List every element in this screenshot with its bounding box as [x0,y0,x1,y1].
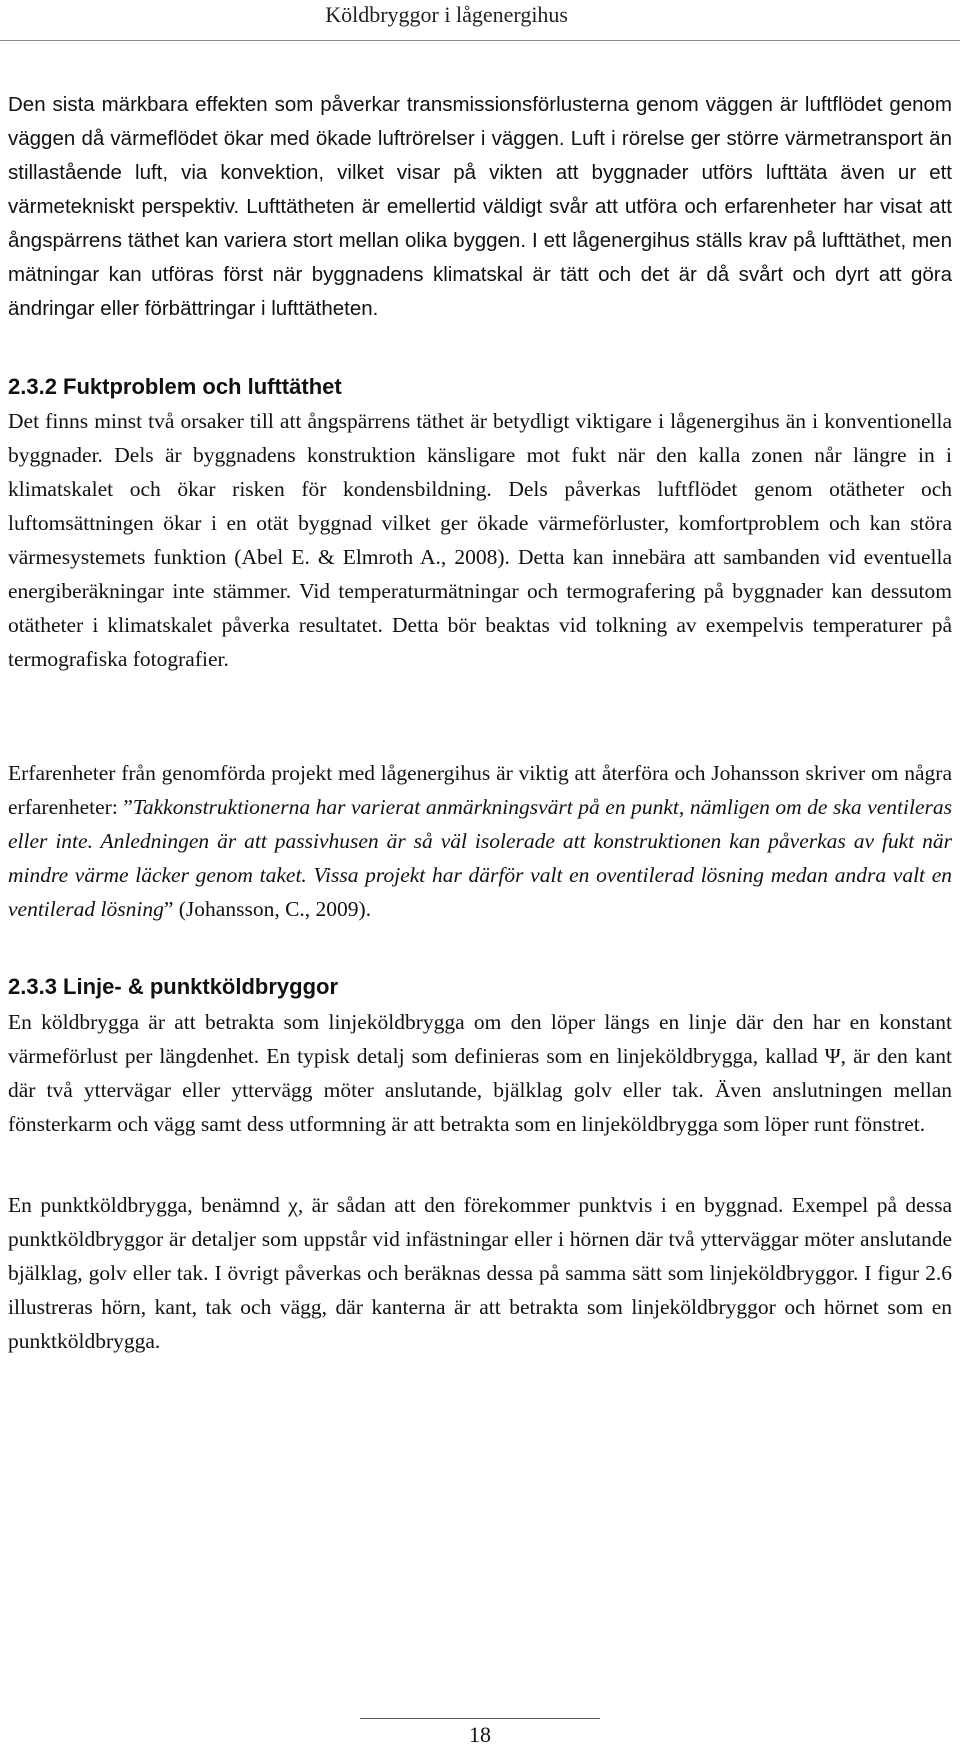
paragraph-linjekoldbrygga [8,1005,952,1141]
paragraph-transmission [8,88,952,326]
page-number: 18 [469,1722,491,1747]
section-heading-2-3-3 [8,970,952,1004]
paragraph-fukt [8,404,952,676]
heading-text: 2.3.2 Fuktproblem och lufttäthet [8,374,342,399]
footer-divider [360,1718,600,1719]
section-heading-2-3-2 [8,370,952,404]
paragraph-erfarenheter [8,756,952,926]
quote-intro: Erfarenheter från genomförda projekt med lågenergihus är viktig att återföra och Johansson skriver om några erfarenheter: ” [8,761,952,819]
paragraph-text: Den sista märkbara effekten som påverkar transmissionsförlusterna genom väggen är luftflödet genom väggen då värmeflödet ökar med ökade luftrörelser i väggen. Luft i rörelse ger större värmetransport än stillastående luft, via konvektion, vilket visar på vikten att byggnader utförs lufttäta även ur ett värmetekniskt perspektiv. Lufttätheten är emellertid väldigt svår att utföra och erfarenheter har visat att ångspärrens täthet kan variera stort mellan olika byggen. I ett lågenergihus ställs krav på lufttäthet, men mätningar kan utföras först när byggnadens klimatskal är tätt och det är då svårt och dyrt att göra ändringar eller förbättringar i lufttätheten. [8,93,952,320]
running-header [0,0,960,42]
paragraph-text [8,756,952,926]
paragraph-text: En köldbrygga är att betrakta som linjeköldbrygga om den löper längs en linje där den har en konstant värmeförlust per längdenhet. En typisk detalj som definieras som en linjeköldbrygga, kallad Ψ, är den kant där två yttervägar eller yttervägg möter anslutande, bjälklag golv eller tak. Även anslutningen mellan fönsterkarm och vägg samt dess utformning är att betrakta som en linjeköldbrygga som löper runt fönstret. [8,1010,952,1136]
heading-text: 2.3.3 Linje- & punktköldbryggor [8,974,339,999]
paragraph-text: En punktköldbrygga, benämnd χ, är sådan att den förekommer punktvis i en byggnad. Exempel på dessa punktköldbryggor är detaljer som uppstår vid infästningar eller i hörnen där två ytterväggar möter anslutande bjälklag, golv eller tak. I övrigt påverkas och beräknas dessa på samma sätt som linjeköldbryggor. I figur 2.6 illustreras hörn, kant, tak och vägg, där kanterna är att betrakta som linjeköldbryggor och hörnet som en punktköldbrygga. [8,1193,952,1353]
quote-citation: ” (Johansson, C., 2009). [163,897,372,921]
header-divider [0,40,960,41]
paragraph-punktkoldbrygga [8,1188,952,1358]
quote-text: Takkonstruktionerna har varierat anmärkningsvärt på en punkt, nämligen om de ska ventileras eller inte. Anledningen är att passivhusen är så väl isolerade att konstruktionen kan påverkas av fukt när mindre värme läcker genom taket. Vissa projekt har därför valt en oventilerad lösning medan andra valt en ventilerad lösning [8,795,952,921]
paragraph-text: Det finns minst två orsaker till att ångspärrens täthet är betydligt viktigare i lågenergihus än i konventionella byggnader. Dels är byggnadens konstruktion känsligare mot fukt när den kalla zonen når längre in i klimatskalet och ökar risken för kondensbildning. Dels påverkas luftflödet genom otätheter och luftomsättningen ökar i en otät byggnad vilket ger ökade värmeförluster, komfortproblem och kan störa värmesystemets funktion (Abel E. & Elmroth A., 2008). Detta kan innebära att sambanden vid eventuella energiberäkningar inte stämmer. Vid temperaturmätningar och termografering på byggnader kan dessutom otätheter i klimatskalet påverka resultatet. Detta bör beaktas vid tolkning av exempelvis temperaturer på termografiska fotografier. [8,409,952,671]
header-title: Köldbryggor i lågenergihus [325,2,568,27]
